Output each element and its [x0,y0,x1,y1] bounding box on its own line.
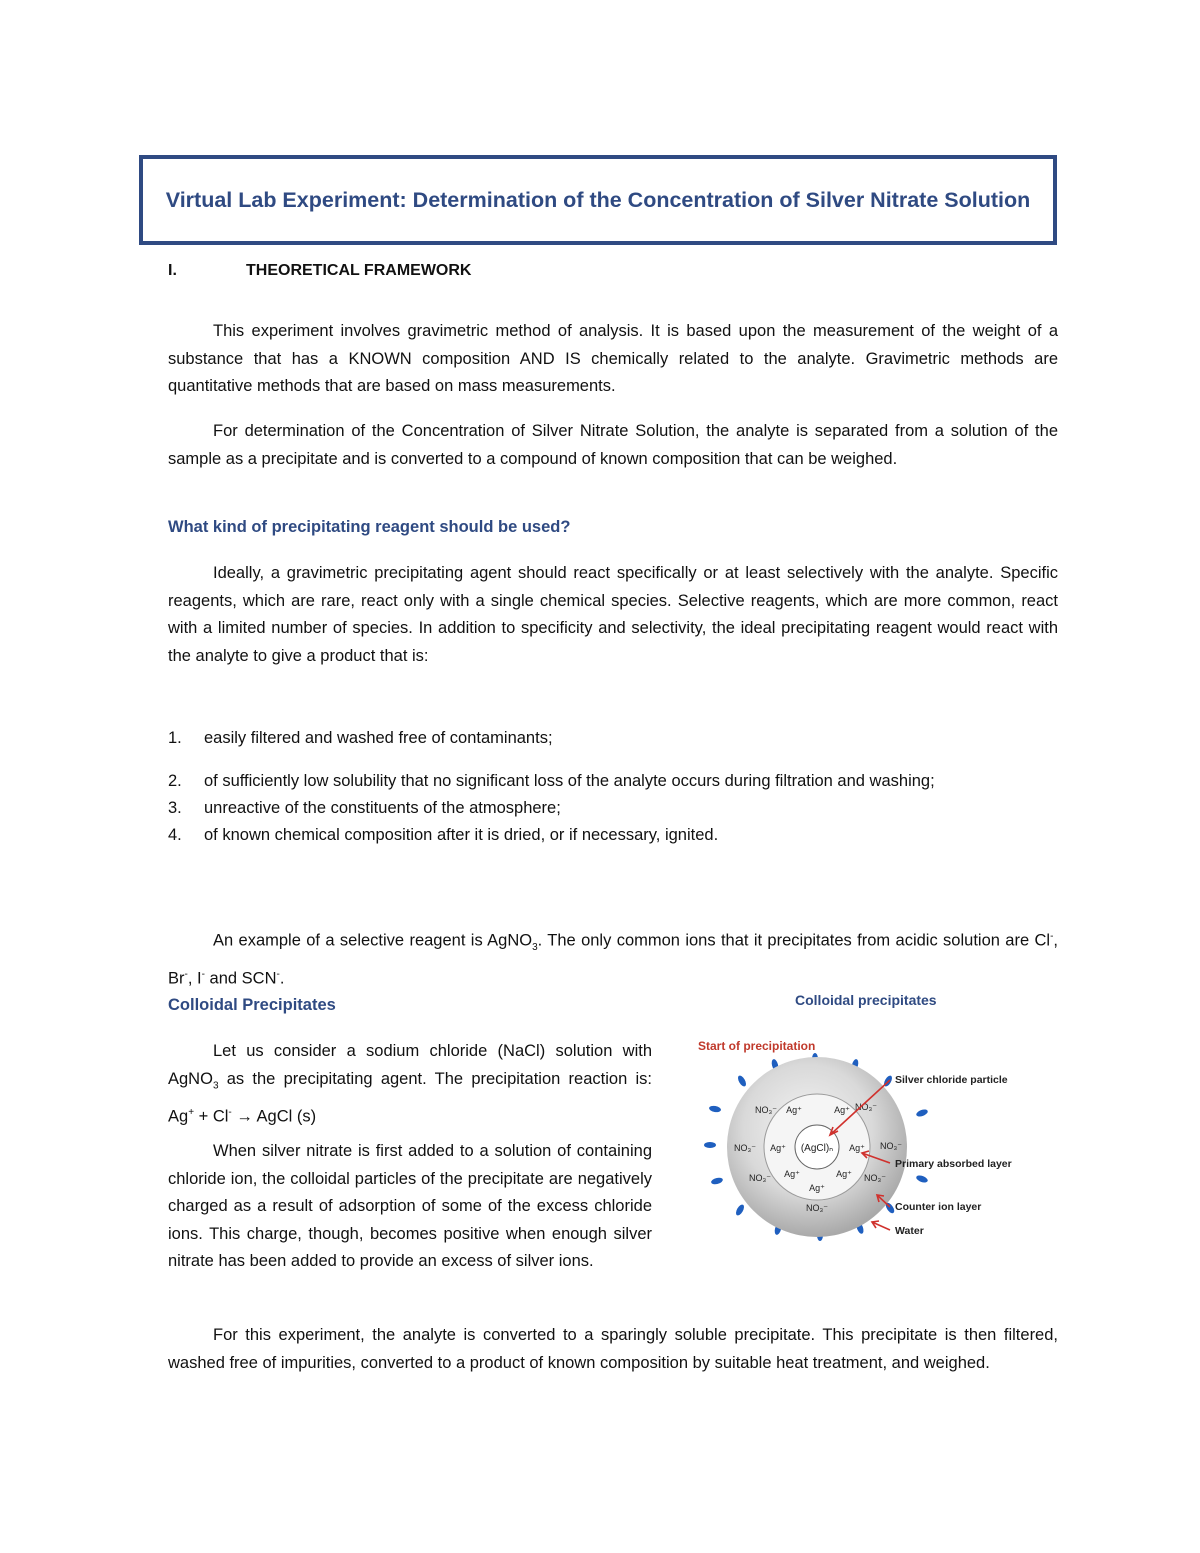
document-title: Virtual Lab Experiment: Determination of the Concentration of Silver Nitrate Solution [165,187,1031,212]
water-droplet-icon [915,1108,928,1118]
water-droplet-icon [915,1174,928,1184]
list-text: of sufficiently low solubility that no significant loss of the analyte occurs during filtration and washing; [204,772,935,790]
ag-ion-label: Ag⁺ [834,1105,850,1115]
title-box [139,155,1057,245]
list-number: 2. [168,772,182,790]
particle-core-label: (AgCl)ₙ [800,1143,834,1154]
list-item [168,822,1058,849]
paragraph-nacl-reaction [168,1038,652,1131]
text-run: . The only common ions that it precipitates from acidic solution are Cl [537,931,1051,950]
ag-ion-label: Ag⁺ [809,1183,825,1193]
text-run: , I [187,969,202,988]
section-number: I. [168,262,177,279]
text-run: + Cl [194,1107,229,1126]
superscript: - [276,969,280,981]
nitrate-ion-label: NO₃⁻ [880,1141,902,1151]
ag-ion-label: Ag⁺ [784,1169,800,1179]
ag-ion-label: Ag⁺ [770,1143,786,1153]
list-text: easily filtered and washed free of contaminants; [204,729,553,747]
nitrate-ion-label: NO₃⁻ [734,1143,756,1153]
nitrate-ion-label: NO₃⁻ [864,1173,886,1183]
label-counter-layer: Counter ion layer [895,1201,982,1213]
water-droplet-icon [704,1142,716,1148]
list-number: 4. [168,826,182,844]
ag-ion-label: Ag⁺ [849,1143,865,1153]
superscript: + [188,1107,195,1119]
nitrate-ion-label: NO₃⁻ [755,1105,777,1115]
water-droplet-icon [734,1203,745,1216]
superscript: - [184,969,188,981]
label-water: Water [895,1225,924,1237]
paragraph-reagent: Ideally, a gravimetric precipitating agent should react specifically or at least selectively with the analyte. Specific reagents, which are rare, react only with a single chemical species. Selective reagents, which are more common, react with a limited number of species. In addition to specificity and selectivity, the ideal precipitating reagent would react with the analyte to give a product that is: [168,564,1058,665]
list-text: unreactive of the constituents of the atmosphere; [204,799,561,817]
text-run: Let us consider a sodium chloride (NaCl) solution with AgNO [168,1042,652,1088]
callout-labels [895,1074,1012,1237]
colloidal-precipitates-figure [690,985,1060,1255]
paragraph-experiment-summary: For this experiment, the analyte is converted to a sparingly soluble precipitate. This precipitate is then filtered, washed free of impurities, converted to a product of known composition by suitable heat treatment, and weighed. [168,1326,1058,1372]
nitrate-ion-label: NO₃⁻ [806,1203,828,1213]
paragraph-determination: For determination of the Concentration of Silver Nitrate Solution, the analyte is separated from a solution of the sample as a precipitate and is converted to a compound of known composition that can be weighed. [168,422,1058,468]
superscript: - [228,1107,232,1119]
nitrate-ion-label: NO₃⁻ [749,1173,771,1183]
list-item [168,725,1058,752]
section-title: THEORETICAL FRAMEWORK [246,262,472,279]
label-primary-layer: Primary absorbed layer [895,1158,1012,1170]
ag-ion-label: Ag⁺ [836,1169,852,1179]
water-droplet-icon [710,1177,723,1186]
text-run: . [279,969,285,988]
ag-ion-label: Ag⁺ [786,1105,802,1115]
subscript: 3 [532,941,538,953]
question-heading: What kind of precipitating reagent should be used? [168,518,571,536]
nitrate-ion-label: NO₃⁻ [855,1102,877,1112]
colloidal-heading: Colloidal Precipitates [168,996,336,1014]
text-run: as the precipitating agent. The precipitation reaction is: Ag [168,1069,652,1126]
text-run: , Br [168,931,1059,988]
superscript: - [1050,931,1054,942]
list-number: 3. [168,799,182,817]
figure-subtitle: Start of precipitation [698,1039,816,1053]
water-droplet-icon [736,1074,747,1087]
paragraph-gravimetric-intro: This experiment involves gravimetric method of analysis. It is based upon the measurement of the weight of a substance that has a KNOWN composition AND IS chemically related to the analyte. Gravimetric methods are quantitative methods that are based on mass measurements. [168,322,1058,395]
label-particle: Silver chloride particle [895,1074,1008,1086]
text-run: → AgCl (s) [231,1107,317,1126]
paragraph-selective-example [168,923,1058,993]
list-item [168,768,1058,795]
subscript: 3 [212,1079,219,1091]
list-text: of known chemical composition after it is dried, or if necessary, ignited. [204,826,719,844]
paragraph-colloid-charge: When silver nitrate is first added to a solution of containing chloride ion, the colloidal particles of the precipitate are negatively charged as a result of adsorption of some of the excess chloride ions. This charge, though, becomes positive when enough silver nitrate has been added to provide an excess of silver ions. [168,1142,652,1270]
superscript: - [201,969,205,981]
text-run: and SCN [204,969,277,988]
list-item [168,795,1058,822]
criteria-list [168,725,1058,849]
section-heading [168,262,471,280]
text-run: An example of a selective reagent is AgNO [213,931,533,950]
figure-title: Colloidal precipitates [795,992,937,1008]
water-droplet-icon [709,1105,722,1113]
list-number: 1. [168,729,182,747]
